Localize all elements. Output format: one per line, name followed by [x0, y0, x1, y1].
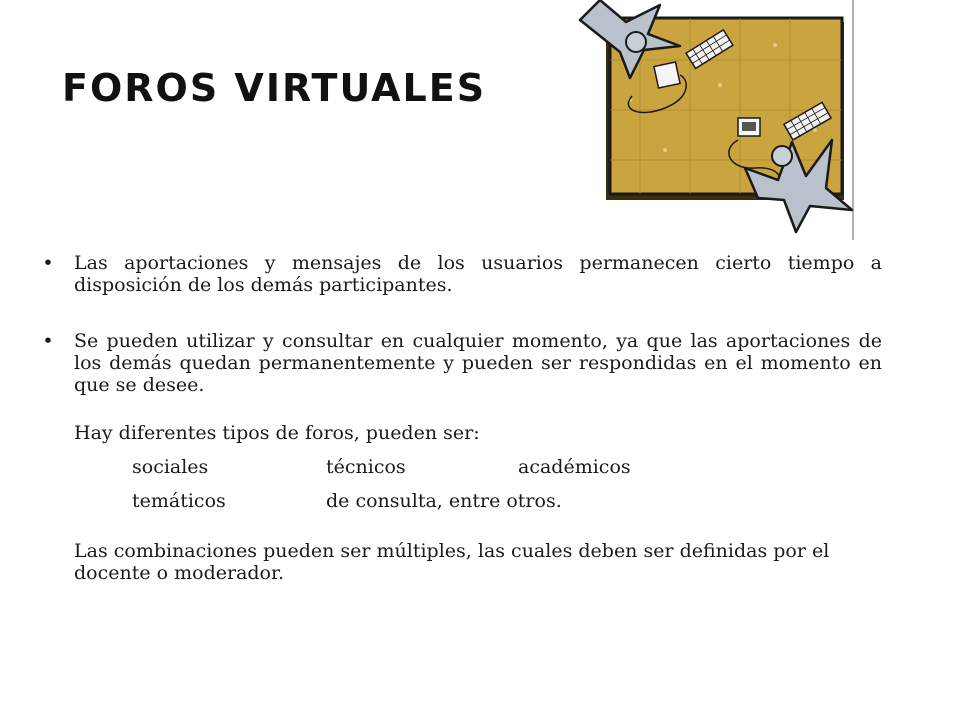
forum-type: de consulta, entre otros.	[326, 490, 562, 512]
forum-type: temáticos	[132, 490, 226, 512]
slide-title: FOROS VIRTUALES	[62, 66, 487, 110]
bullet-item	[38, 330, 882, 396]
bullet-text: Se pueden utilizar y consultar en cualquier momento, ya que las aportaciones de los demás quedan permanentemente y pueden ser respondidas en el momento en que se desee.	[74, 330, 882, 396]
forum-type: técnicos	[326, 456, 406, 478]
bullet-item	[38, 252, 882, 296]
slide-body	[38, 252, 882, 584]
forum-type: sociales	[132, 456, 209, 478]
two-people-computers-illustration	[570, 0, 860, 240]
closing-paragraph: Las combinaciones pueden ser múltiples, las cuales deben ser definidas por el docente o moderador.	[74, 540, 830, 584]
forum-types-row	[38, 456, 882, 478]
forum-type: académicos	[518, 456, 631, 478]
forum-types-row	[38, 490, 882, 512]
bullet-dot: •	[42, 252, 54, 274]
bullet-dot: •	[42, 330, 54, 352]
bullet-text: Las aportaciones y mensajes de los usuarios permanecen cierto tiempo a disposición de los demás participantes.	[74, 252, 882, 296]
forum-types-intro: Hay diferentes tipos de foros, pueden ser:	[74, 422, 480, 444]
